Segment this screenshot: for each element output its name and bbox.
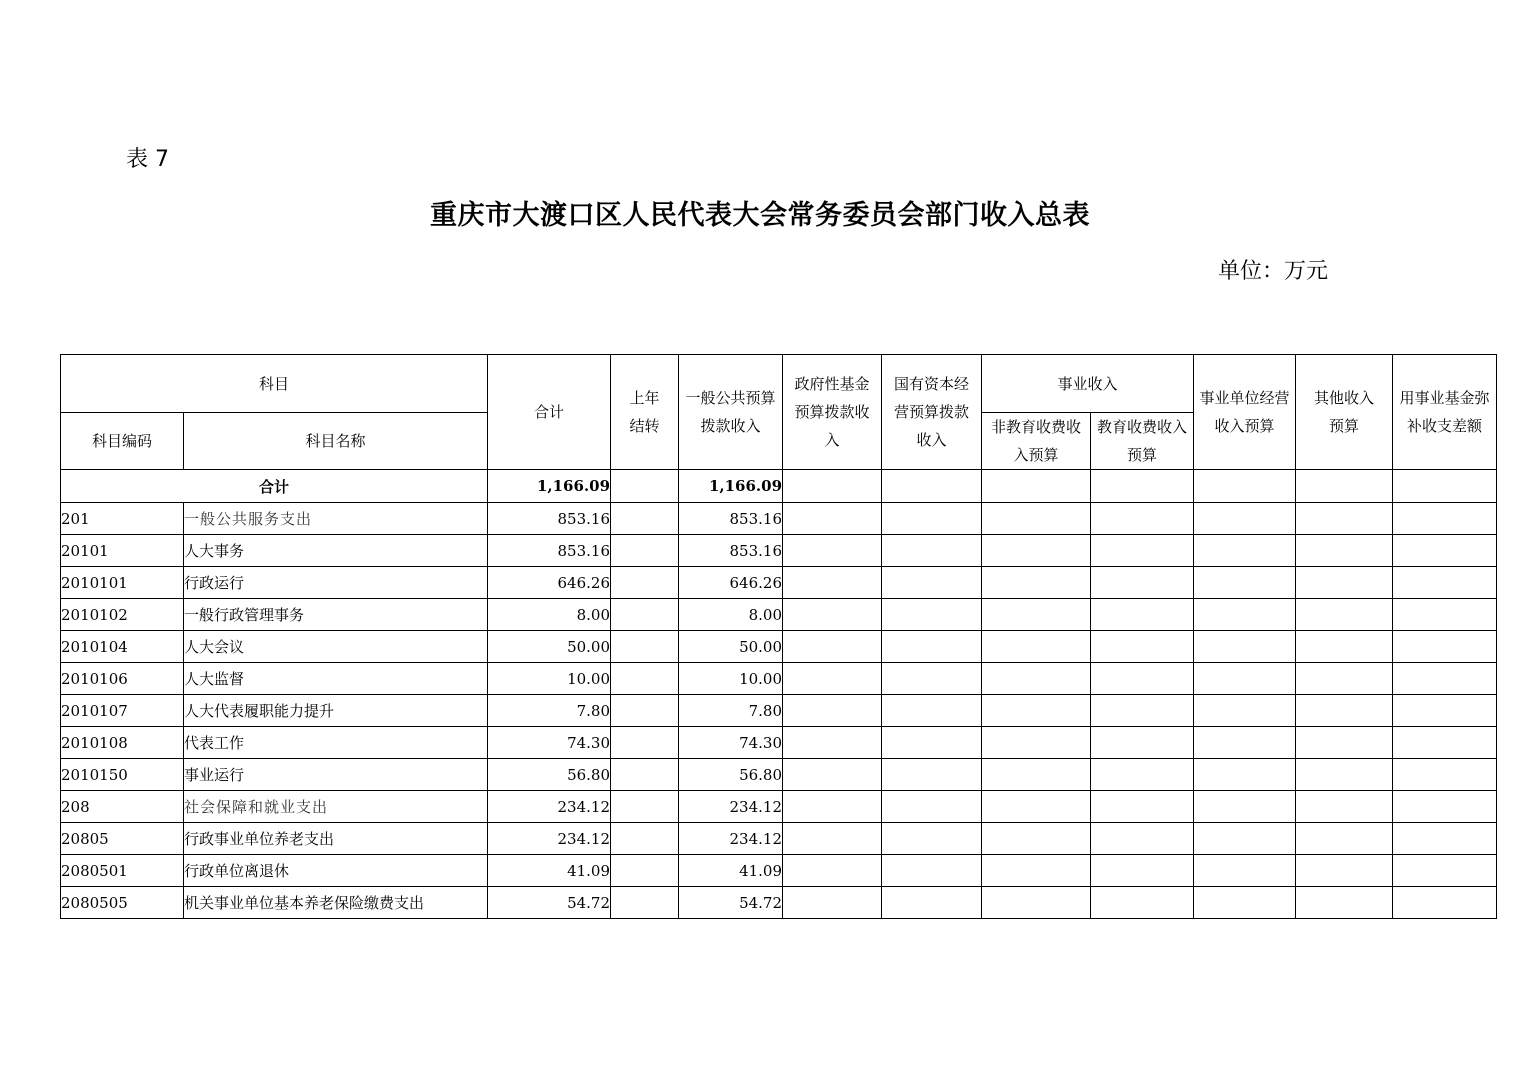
subject-code-cell: 2010150 <box>61 759 184 791</box>
general-budget-cell: 50.00 <box>679 631 783 663</box>
empty-cell <box>1091 727 1194 759</box>
total-general-budget: 1,166.09 <box>679 470 783 503</box>
empty-cell <box>1296 599 1393 631</box>
empty-cell <box>783 695 882 727</box>
empty-cell <box>882 631 982 663</box>
empty-cell <box>982 823 1091 855</box>
empty-cell <box>1393 567 1497 599</box>
total-cell: 853.16 <box>488 503 611 535</box>
empty-cell <box>1393 823 1497 855</box>
subject-code-cell: 2080505 <box>61 887 184 919</box>
empty-cell <box>1296 695 1393 727</box>
table-row <box>61 599 1497 631</box>
empty-cell <box>982 567 1091 599</box>
empty-cell <box>1393 855 1497 887</box>
subject-name-cell: 行政事业单位养老支出 <box>184 823 488 855</box>
subject-name-cell: 行政单位离退休 <box>184 855 488 887</box>
carryover-cell <box>611 599 679 631</box>
empty-cell <box>982 887 1091 919</box>
carryover-cell <box>611 535 679 567</box>
empty-cell <box>882 599 982 631</box>
table-row <box>61 759 1497 791</box>
table-row <box>61 727 1497 759</box>
total-cell: 7.80 <box>488 695 611 727</box>
header-other-income: 其他收入预算 <box>1296 355 1393 470</box>
subject-code-cell: 2010101 <box>61 567 184 599</box>
general-budget-cell: 853.16 <box>679 535 783 567</box>
empty-cell <box>1194 695 1296 727</box>
table-header <box>61 355 1497 470</box>
header-carryover: 上年结转 <box>611 355 679 470</box>
subject-name-cell: 代表工作 <box>184 727 488 759</box>
subject-code-cell: 208 <box>61 791 184 823</box>
empty-cell <box>982 695 1091 727</box>
empty-cell <box>783 631 882 663</box>
table-number-label: 表 7 <box>126 147 169 172</box>
empty-cell <box>882 503 982 535</box>
empty-cell <box>783 855 882 887</box>
empty-cell <box>1296 470 1393 503</box>
unit-note: 单位：万元 <box>1218 259 1329 284</box>
empty-cell <box>882 535 982 567</box>
empty-cell <box>982 631 1091 663</box>
carryover-cell <box>611 567 679 599</box>
empty-cell <box>1393 631 1497 663</box>
header-general-budget: 一般公共预算拨款收入 <box>679 355 783 470</box>
subject-code-cell: 2010102 <box>61 599 184 631</box>
empty-cell <box>882 855 982 887</box>
empty-cell <box>1091 663 1194 695</box>
empty-cell <box>1194 791 1296 823</box>
empty-cell <box>1194 503 1296 535</box>
empty-cell <box>783 535 882 567</box>
carryover-cell <box>611 695 679 727</box>
income-summary-table <box>60 354 1497 919</box>
empty-cell <box>882 663 982 695</box>
general-budget-cell: 8.00 <box>679 599 783 631</box>
empty-cell <box>982 470 1091 503</box>
carryover-cell <box>611 727 679 759</box>
header-fund-offset: 用事业基金弥补收支差额 <box>1393 355 1497 470</box>
header-business-unit: 事业单位经营收入预算 <box>1194 355 1296 470</box>
empty-cell <box>783 727 882 759</box>
empty-cell <box>882 695 982 727</box>
empty-cell <box>1393 695 1497 727</box>
table-row <box>61 887 1497 919</box>
empty-cell <box>1194 567 1296 599</box>
empty-cell <box>1194 663 1296 695</box>
subject-name-cell: 人大监督 <box>184 663 488 695</box>
empty-cell <box>1091 631 1194 663</box>
subject-code-cell: 20805 <box>61 823 184 855</box>
total-row <box>61 470 1497 503</box>
subject-code-cell: 20101 <box>61 535 184 567</box>
empty-cell <box>1296 759 1393 791</box>
subject-code-cell: 201 <box>61 503 184 535</box>
table-body <box>61 470 1497 919</box>
header-non-edu-fee: 非教育收费收入预算 <box>982 413 1091 470</box>
empty-cell <box>1091 887 1194 919</box>
empty-cell <box>1194 727 1296 759</box>
subject-name-cell: 人大事务 <box>184 535 488 567</box>
empty-cell <box>783 791 882 823</box>
empty-cell <box>783 567 882 599</box>
empty-cell <box>982 855 1091 887</box>
empty-cell <box>1091 855 1194 887</box>
total-label: 合计 <box>61 470 488 503</box>
table-row <box>61 791 1497 823</box>
empty-cell <box>1194 759 1296 791</box>
empty-cell <box>1296 567 1393 599</box>
empty-cell <box>982 599 1091 631</box>
empty-cell <box>1194 823 1296 855</box>
subject-name-cell: 社会保障和就业支出 <box>184 791 488 823</box>
empty-cell <box>783 599 882 631</box>
empty-cell <box>1091 823 1194 855</box>
empty-cell <box>882 567 982 599</box>
table-row <box>61 855 1497 887</box>
empty-cell <box>1393 759 1497 791</box>
carryover-cell <box>611 791 679 823</box>
subject-code-cell: 2010108 <box>61 727 184 759</box>
empty-cell <box>1296 791 1393 823</box>
carryover-cell <box>611 887 679 919</box>
empty-cell <box>1296 823 1393 855</box>
total-cell: 56.80 <box>488 759 611 791</box>
header-edu-fee: 教育收费收入预算 <box>1091 413 1194 470</box>
empty-cell <box>1091 535 1194 567</box>
header-gov-fund: 政府性基金预算拨款收入 <box>783 355 882 470</box>
empty-cell <box>1194 631 1296 663</box>
empty-cell <box>882 759 982 791</box>
general-budget-cell: 646.26 <box>679 567 783 599</box>
empty-cell <box>1296 503 1393 535</box>
total-cell: 50.00 <box>488 631 611 663</box>
total-carryover <box>611 470 679 503</box>
total-cell: 646.26 <box>488 567 611 599</box>
table-row <box>61 567 1497 599</box>
empty-cell <box>1296 663 1393 695</box>
empty-cell <box>1296 727 1393 759</box>
header-subject-group: 科目 <box>61 355 488 413</box>
empty-cell <box>1393 887 1497 919</box>
subject-name-cell: 一般行政管理事务 <box>184 599 488 631</box>
empty-cell <box>1091 599 1194 631</box>
empty-cell <box>1296 535 1393 567</box>
empty-cell <box>1393 535 1497 567</box>
carryover-cell <box>611 759 679 791</box>
total-cell: 234.12 <box>488 791 611 823</box>
general-budget-cell: 74.30 <box>679 727 783 759</box>
general-budget-cell: 234.12 <box>679 823 783 855</box>
general-budget-cell: 853.16 <box>679 503 783 535</box>
header-total: 合计 <box>488 355 611 470</box>
empty-cell <box>1393 791 1497 823</box>
total-cell: 853.16 <box>488 535 611 567</box>
subject-code-cell: 2010104 <box>61 631 184 663</box>
empty-cell <box>982 759 1091 791</box>
carryover-cell <box>611 631 679 663</box>
table-row <box>61 695 1497 727</box>
table-row <box>61 631 1497 663</box>
general-budget-cell: 54.72 <box>679 887 783 919</box>
empty-cell <box>1393 727 1497 759</box>
total-cell: 41.09 <box>488 855 611 887</box>
general-budget-cell: 10.00 <box>679 663 783 695</box>
empty-cell <box>1194 855 1296 887</box>
carryover-cell <box>611 855 679 887</box>
subject-code-cell: 2010107 <box>61 695 184 727</box>
subject-name-cell: 一般公共服务支出 <box>184 503 488 535</box>
empty-cell <box>783 663 882 695</box>
empty-cell <box>783 887 882 919</box>
empty-cell <box>982 791 1091 823</box>
empty-cell <box>1194 887 1296 919</box>
table-row <box>61 663 1497 695</box>
empty-cell <box>1091 470 1194 503</box>
total-cell: 74.30 <box>488 727 611 759</box>
empty-cell <box>783 823 882 855</box>
subject-name-cell: 行政运行 <box>184 567 488 599</box>
carryover-cell <box>611 663 679 695</box>
subject-name-cell: 机关事业单位基本养老保险缴费支出 <box>184 887 488 919</box>
general-budget-cell: 234.12 <box>679 791 783 823</box>
empty-cell <box>982 503 1091 535</box>
empty-cell <box>1393 663 1497 695</box>
empty-cell <box>1194 535 1296 567</box>
empty-cell <box>1194 599 1296 631</box>
empty-cell <box>783 470 882 503</box>
empty-cell <box>1091 567 1194 599</box>
general-budget-cell: 7.80 <box>679 695 783 727</box>
empty-cell <box>882 470 982 503</box>
empty-cell <box>982 663 1091 695</box>
empty-cell <box>882 887 982 919</box>
empty-cell <box>1091 503 1194 535</box>
subject-name-cell: 人大代表履职能力提升 <box>184 695 488 727</box>
subject-name-cell: 事业运行 <box>184 759 488 791</box>
subject-name-cell: 人大会议 <box>184 631 488 663</box>
total-amount: 1,166.09 <box>488 470 611 503</box>
table-row <box>61 535 1497 567</box>
total-cell: 10.00 <box>488 663 611 695</box>
table-row <box>61 503 1497 535</box>
empty-cell <box>1296 887 1393 919</box>
empty-cell <box>1194 470 1296 503</box>
empty-cell <box>982 727 1091 759</box>
empty-cell <box>1091 695 1194 727</box>
empty-cell <box>1393 503 1497 535</box>
empty-cell <box>783 503 882 535</box>
header-business-income: 事业收入 <box>982 355 1194 413</box>
empty-cell <box>882 727 982 759</box>
table-row <box>61 823 1497 855</box>
subject-code-cell: 2080501 <box>61 855 184 887</box>
subject-code-cell: 2010106 <box>61 663 184 695</box>
header-subject-code: 科目编码 <box>61 413 184 470</box>
total-cell: 54.72 <box>488 887 611 919</box>
empty-cell <box>783 759 882 791</box>
general-budget-cell: 41.09 <box>679 855 783 887</box>
empty-cell <box>1091 759 1194 791</box>
total-cell: 8.00 <box>488 599 611 631</box>
carryover-cell <box>611 823 679 855</box>
total-cell: 234.12 <box>488 823 611 855</box>
header-subject-name: 科目名称 <box>184 413 488 470</box>
empty-cell <box>982 535 1091 567</box>
empty-cell <box>882 791 982 823</box>
carryover-cell <box>611 503 679 535</box>
document-title: 重庆市大渡口区人民代表大会常务委员会部门收入总表 <box>430 200 1090 231</box>
empty-cell <box>882 823 982 855</box>
empty-cell <box>1393 599 1497 631</box>
empty-cell <box>1296 855 1393 887</box>
general-budget-cell: 56.80 <box>679 759 783 791</box>
empty-cell <box>1091 791 1194 823</box>
header-state-capital: 国有资本经营预算拨款收入 <box>882 355 982 470</box>
empty-cell <box>1393 470 1497 503</box>
empty-cell <box>1296 631 1393 663</box>
